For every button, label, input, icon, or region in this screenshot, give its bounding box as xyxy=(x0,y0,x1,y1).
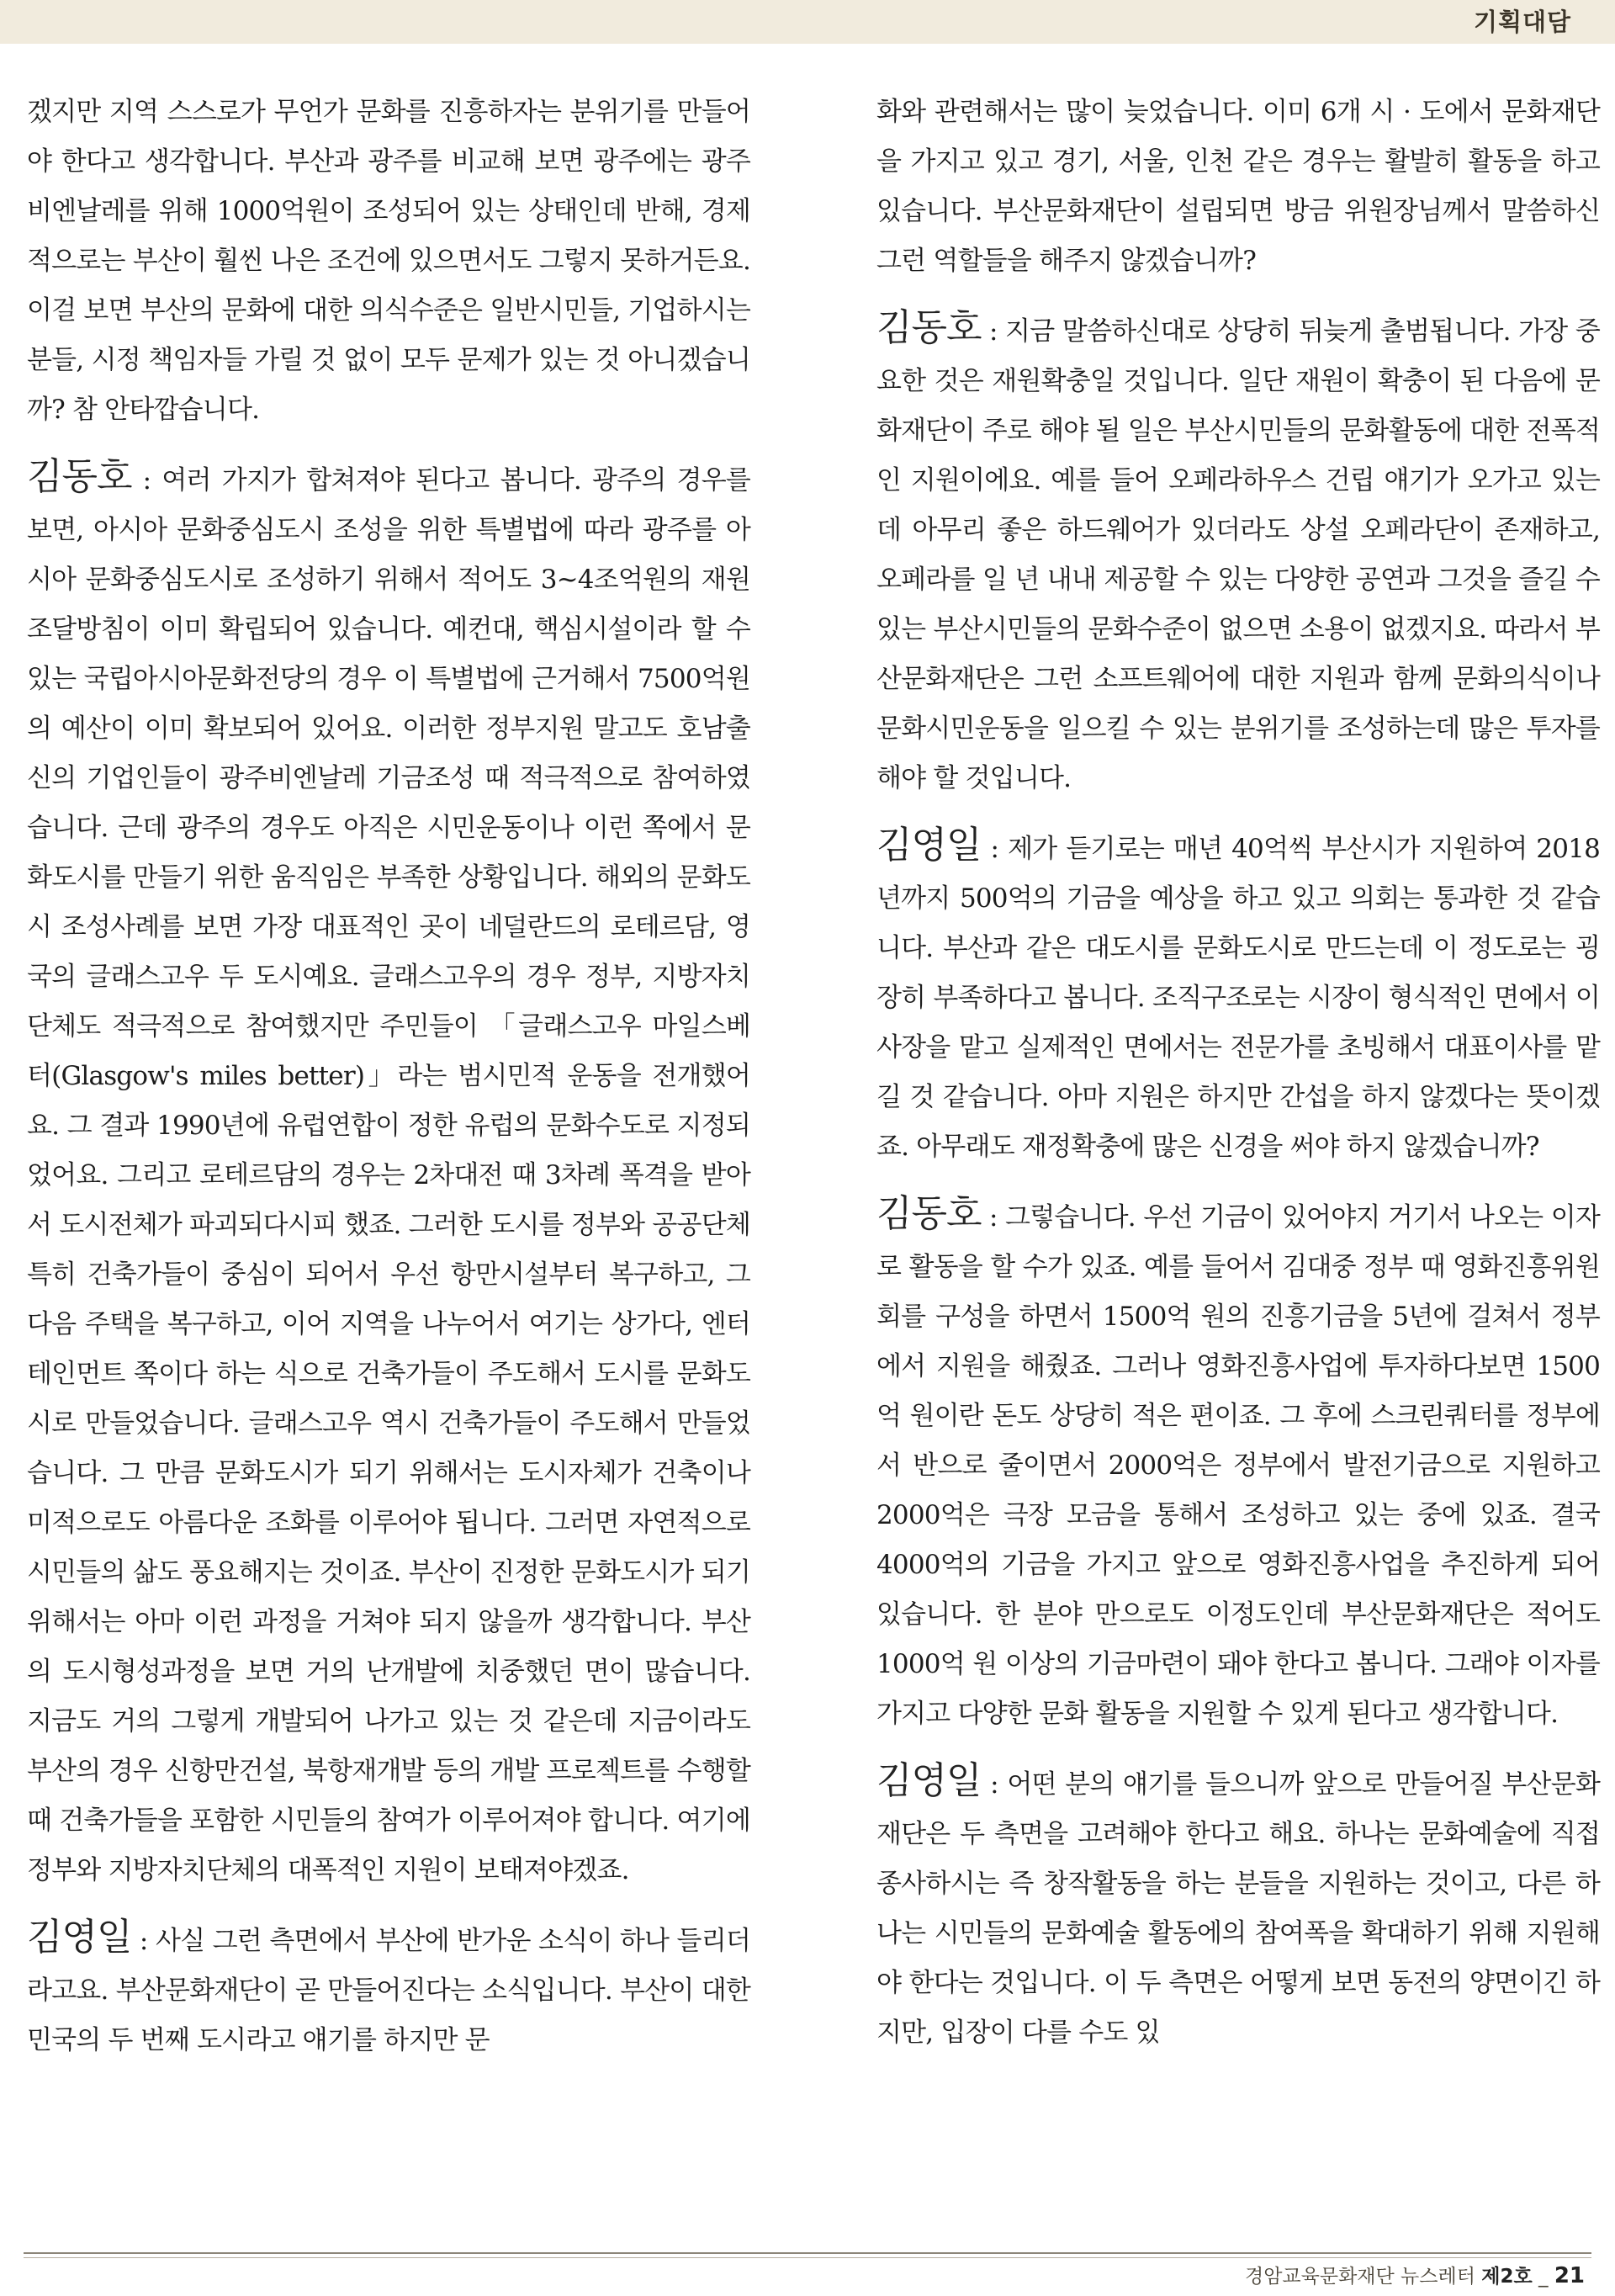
footer-separator: _ xyxy=(1538,2266,1549,2288)
speaker-name: 김동호 xyxy=(876,306,982,349)
paragraph-text: : 그렇습니다. 우선 기금이 있어야지 거기서 나오는 이자로 활동을 할 수가 있죠. 예를 들어서 김대중 정부 때 영화진흥위원회를 구성을 하면서 1500억 원의 진흥기금을 5년에 걸쳐서 정부에서 지원을 해줬죠. 그러나 영화진흥사업에 투자하다보면 1500억 원이란 돈도 상당히 적은 편이죠. 그 후에 스크린쿼터를 정부에서 반으로 줄이면서 2000억은 정부에서 발전기금으로 지원하고 2000억은 극장 모금을 통해서 조성하고 있는 중에 있죠. 결국 4000억의 기금을 가지고 앞으로 영화진흥사업을 추진하게 되어 있습니다. 한 분야 만으로도 이정도인데 부산문화재단은 적어도 1000억 원 이상의 기금마련이 돼야 한다고 봅니다. 그래야 이자를 가지고 다양한 문화 활동을 지원할 수 있게 된다고 생각합니다. xyxy=(876,1202,1600,1729)
paragraph-text: : 지금 말씀하신대로 상당히 뒤늦게 출범됩니다. 가장 중요한 것은 재원확충일 것입니다. 일단 재원이 확충이 된 다음에 문화재단이 주로 해야 될 일은 부산시민들의 문화활동에 대한 전폭적인 지원이에요. 예를 들어 오페라하우스 건립 얘기가 오가고 있는데 아무리 좋은 하드웨어가 있더라도 상설 오페라단이 존재하고, 오페라를 일 년 내내 제공할 수 있는 다양한 공연과 그것을 즐길 수 있는 부산시민들의 문화수준이 없으면 소용이 없겠지요. 따라서 부산문화재단은 그런 소프트웨어에 대한 지원과 함께 문화의식이나 문화시민운동을 일으킬 수 있는 분위기를 조성하는데 많은 투자를 해야 할 것입니다. xyxy=(876,316,1600,793)
paragraph xyxy=(876,1756,1600,2058)
speaker-name: 김동호 xyxy=(27,455,132,498)
paragraph xyxy=(27,87,750,435)
speaker-name: 김영일 xyxy=(27,1916,132,1959)
footer-divider-thin xyxy=(24,2257,1591,2258)
paragraph xyxy=(876,87,1600,286)
footer-issue: 제2호 xyxy=(1481,2266,1533,2288)
paragraph-text: 겠지만 지역 스스로가 무언가 문화를 진흥하자는 분위기를 만들어야 한다고 생각합니다. 부산과 광주를 비교해 보면 광주에는 광주비엔날레를 위해 1000억원이 조성되어 있는 상태인데 반해, 경제적으로는 부산이 훨씬 나은 조건에 있으면서도 그렇지 못하거든요. 이걸 보면 부산의 문화에 대한 의식수준은 일반시민들, 기업하시는 분들, 시정 책임자들 가릴 것 없이 모두 문제가 있는 것 아니겠습니까? 참 안타깝습니다. xyxy=(27,97,750,425)
speaker-name: 김동호 xyxy=(876,1192,982,1235)
right-column xyxy=(876,87,1600,2058)
left-column xyxy=(27,87,750,2065)
speaker-name: 김영일 xyxy=(876,1759,982,1802)
paragraph xyxy=(27,452,750,1896)
header-bar xyxy=(0,0,1615,44)
speaker-name: 김영일 xyxy=(876,824,982,867)
paragraph xyxy=(876,820,1600,1172)
paragraph-text: 화와 관련해서는 많이 늦었습니다. 이미 6개 시 · 도에서 문화재단을 가지고 있고 경기, 서울, 인천 같은 경우는 활발히 활동을 하고 있습니다. 부산문화재단이 설립되면 방금 위원장님께서 말씀하신 그런 역할들을 해주지 않겠습니까? xyxy=(876,97,1600,276)
paragraph xyxy=(27,1912,750,2065)
paragraph-text: : 사실 그런 측면에서 부산에 반가운 소식이 하나 들리더라고요. 부산문화재단이 곧 만들어진다는 소식입니다. 부산이 대한민국의 두 번째 도시라고 얘기를 하지만 문 xyxy=(27,1926,750,2055)
page-number: 21 xyxy=(1554,2263,1585,2288)
paragraph xyxy=(876,303,1600,803)
footer-publisher: 경암교육문화재단 뉴스레터 xyxy=(1244,2266,1475,2288)
paragraph-text: : 여러 가지가 합쳐져야 된다고 봅니다. 광주의 경우를 보면, 아시아 문화중심도시 조성을 위한 특별법에 따라 광주를 아시아 문화중심도시로 조성하기 위해서 적어도 3~4조억원의 재원조달방침이 이미 확립되어 있습니다. 예컨대, 핵심시설이라 할 수 있는 국립아시아문화전당의 경우 이 특별법에 근거해서 7500억원의 예산이 이미 확보되어 있어요. 이러한 정부지원 말고도 호남출신의 기업인들이 광주비엔날레 기금조성 때 적극적으로 참여하였습니다. 근데 광주의 경우도 아직은 시민운동이나 이런 쪽에서 문화도시를 만들기 위한 움직임은 부족한 상황입니다. 해외의 문화도시 조성사례를 보면 가장 대표적인 곳이 네덜란드의 로테르담, 영국의 글래스고우 두 도시예요. 글래스고우의 경우 정부, 지방자치단체도 적극적으로 참여했지만 주민들이 「글래스고우 마일스베터(Glasgow's miles better)」라는 범시민적 운동을 전개했어요. 그 결과 1990년에 유럽연합이 정한 유럽의 문화수도로 지정되었어요. 그리고 로테르담의 경우는 2차대전 때 3차례 폭격을 받아서 도시전체가 파괴되다시피 했죠. 그러한 도시를 정부와 공공단체 특히 건축가들이 중심이 되어서 우선 항만시설부터 복구하고, 그 다음 주택을 복구하고, 이어 지역을 나누어서 여기는 상가다, 엔터테인먼트 쪽이다 하는 식으로 건축가들이 주도해서 도시를 문화도시로 만들었습니다. 글래스고우 역시 건축가들이 주도해서 만들었습니다. 그 만큼 문화도시가 되기 위해서는 도시자체가 건축이나 미적으로도 아름다운 조화를 이루어야 됩니다. 그러면 자연적으로 시민들의 삶도 풍요해지는 것이죠. 부산이 진정한 문화도시가 되기 위해서는 아마 이런 과정을 거쳐야 되지 않을까 생각합니다. 부산의 도시형성과정을 보면 거의 난개발에 치중했던 면이 많습니다. 지금도 거의 그렇게 개발되어 나가고 있는 것 같은데 지금이라도 부산의 경우 신항만건설, 북항재개발 등의 개발 프로젝트를 수행할 때 건축가들을 포함한 시민들의 참여가 이루어져야 합니다. 여기에 정부와 지방자치단체의 대폭적인 지원이 보태져야겠죠. xyxy=(27,465,750,1885)
footer xyxy=(1245,2262,1585,2291)
paragraph-text: : 어떤 분의 얘기를 들으니까 앞으로 만들어질 부산문화재단은 두 측면을 고려해야 한다고 해요. 하나는 문화예술에 직접 종사하시는 즉 창작활동을 하는 분들을 지원하는 것이고, 다른 하나는 시민들의 문화예술 활동에의 참여폭을 확대하기 위해 지원해야 한다는 것입니다. 이 두 측면은 어떻게 보면 동전의 양면이긴 하지만, 입장이 다를 수도 있 xyxy=(876,1769,1600,2048)
footer-divider xyxy=(24,2252,1591,2254)
paragraph-text: : 제가 듣기로는 매년 40억씩 부산시가 지원하여 2018년까지 500억의 기금을 예상을 하고 있고 의회는 통과한 것 같습니다. 부산과 같은 대도시를 문화도시로 만드는데 이 정도로는 굉장히 부족하다고 봅니다. 조직구조로는 시장이 형식적인 면에서 이사장을 맡고 실제적인 면에서는 전문가를 초빙해서 대표이사를 맡길 것 같습니다. 아마 지원은 하지만 간섭을 하지 않겠다는 뜻이겠죠. 아무래도 재정확충에 많은 신경을 써야 하지 않겠습니까? xyxy=(876,834,1600,1162)
paragraph xyxy=(876,1189,1600,1739)
section-title: 기획대담 xyxy=(1473,8,1571,36)
